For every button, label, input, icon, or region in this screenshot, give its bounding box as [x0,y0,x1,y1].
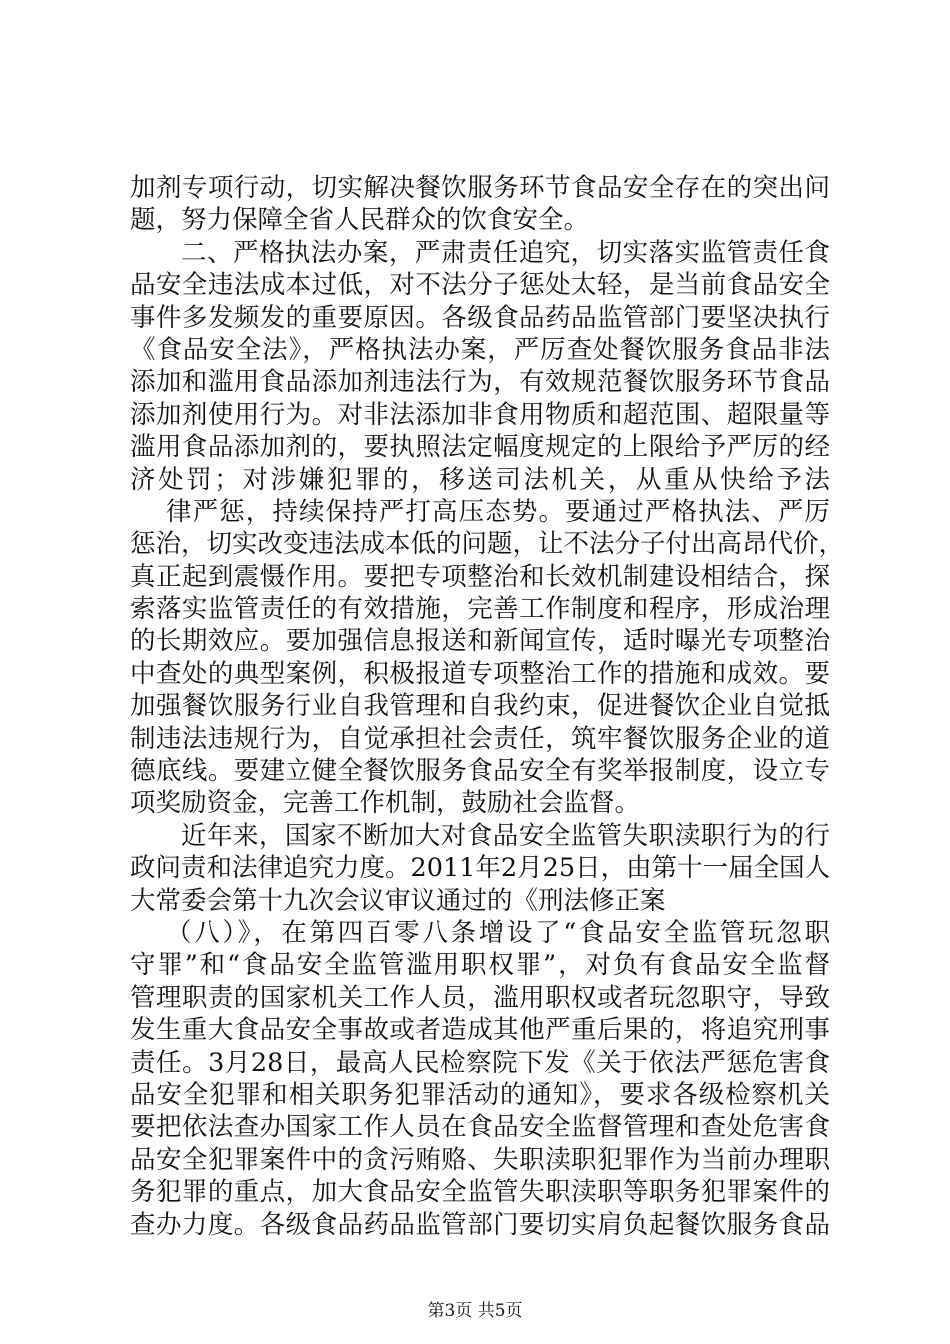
text-line: 政问责和法律追究力度。2011年2月25日，由第十一届全国人 [130,853,831,884]
text-line: 制违法违规行为，自觉承担社会责任，筑牢餐饮服务企业的道 [130,723,830,754]
text-line: 律严惩，持续保持严打高压态势。要通过严格执法、严厉 [166,496,830,527]
text-line: 大常委会第十九次会议审议通过的《刑法修正案 [130,885,666,916]
text-line: 事件多发频发的重要原因。各级食品药品监管部门要坚决执行 [130,302,830,333]
text-line: 发生重大食品安全事故或者造成其他严重后果的，将追究刑事 [130,1015,830,1046]
text-line: 济处罚；对涉嫌犯罪的，移送司法机关，从重从快给予法 [130,464,830,495]
text-line: 近年来，国家不断加大对食品安全监管失职渎职行为的行 [181,820,830,851]
text-line: 二、严格执法办案，严肃责任追究，切实落实监管责任食 [181,237,830,268]
text-line: 加强餐饮服务行业自我管理和自我约束，促进餐饮企业自觉抵 [130,691,830,722]
text-line: 中查处的典型案例，积极报道专项整治工作的措施和成效。要 [130,658,830,689]
text-line: 品安全违法成本过低，对不法分子惩处太轻，是当前食品安全 [130,270,830,301]
page-footer: 第3页 共5页 [427,1301,523,1321]
text-line: 真正起到震慑作用。要把专项整治和长效机制建设相结合，探 [130,561,830,592]
body-text [130,172,845,1241]
text-line: 守罪”和“食品安全监管滥用职权罪”，对负有食品安全监督 [130,950,830,981]
text-line: 项奖励资金，完善工作机制，鼓励社会监督。 [130,788,641,819]
text-line: （八）》，在第四百零八条增设了“食品安全监管玩忽职 [166,917,830,948]
text-line: 品安全犯罪和相关职务犯罪活动的通知》，要求各级检察机关 [130,1079,830,1110]
text-line: 索落实监管责任的有效措施，完善工作制度和程序，形成治理 [130,594,830,625]
text-line: 要把依法查办国家工作人员在食品安全监督管理和查处危害食 [130,1112,830,1143]
text-line: 的长期效应。要加强信息报送和新闻宣传，适时曝光专项整治 [130,626,830,657]
text-line: 《食品安全法》，严格执法办案，严厉查处餐饮服务食品非法 [130,334,830,365]
text-line: 滥用食品添加剂的，要执照法定幅度规定的上限给予严厉的经 [130,432,830,463]
text-line: 题，努力保障全省人民群众的饮食安全。 [130,205,590,236]
text-line: 惩治，切实改变违法成本低的问题，让不法分子付出高昂代价， [130,529,845,560]
text-line: 德底线。要建立健全餐饮服务食品安全有奖举报制度，设立专 [130,756,830,787]
text-line: 管理职责的国家机关工作人员，滥用职权或者玩忽职守，导致 [130,982,830,1013]
text-line: 品安全犯罪案件中的贪污贿赂、失职渎职犯罪作为当前办理职 [130,1144,830,1175]
text-line: 务犯罪的重点，加大食品安全监管失职渎职等职务犯罪案件的 [130,1177,830,1208]
text-line: 责任。3月28日，最高人民检察院下发《关于依法严惩危害食 [130,1047,830,1078]
text-line: 查办力度。各级食品药品监管部门要切实肩负起餐饮服务食品 [130,1209,830,1240]
text-line: 加剂专项行动，切实解决餐饮服务环节食品安全存在的突出问 [130,173,830,203]
text-line: 添加和滥用食品添加剂违法行为，有效规范餐饮服务环节食品 [130,367,830,398]
text-line: 添加剂使用行为。对非法添加非食用物质和超范围、超限量等 [130,399,830,430]
